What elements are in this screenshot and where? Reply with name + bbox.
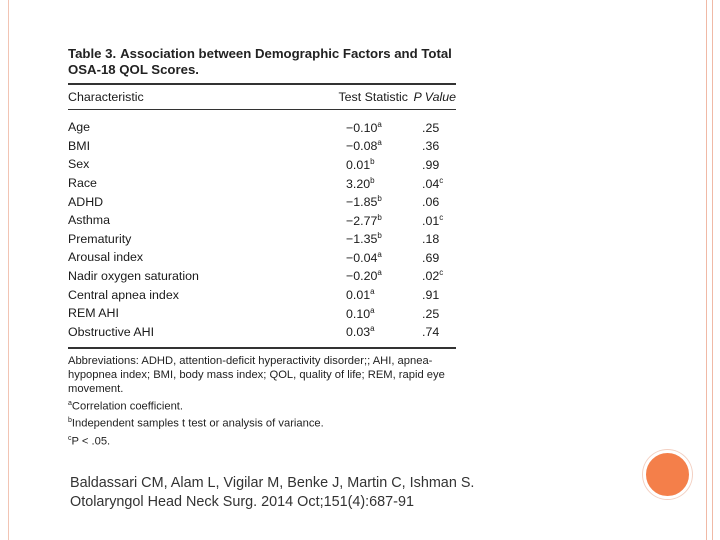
stat-value: 0.03 <box>346 325 371 340</box>
cell-test-statistic <box>258 287 408 302</box>
cell-p-value <box>408 213 456 228</box>
cell-characteristic: Sex <box>68 157 90 172</box>
cell-characteristic: REM AHI <box>68 306 119 321</box>
header-p-value: P Value <box>413 90 456 104</box>
stat-value: −0.04 <box>346 251 378 266</box>
table-label: Table 3. <box>68 46 117 61</box>
table-row <box>68 267 456 286</box>
stat-footnote-mark: a <box>370 305 375 315</box>
table-row <box>68 155 456 174</box>
table-header-rule <box>68 109 456 110</box>
table-row <box>68 304 456 323</box>
citation-line-1: Baldassari CM, Alam L, Vigilar M, Benke J, Martin C, Ishman S. <box>70 475 475 491</box>
stat-footnote-mark: b <box>370 175 375 185</box>
p-value: .06 <box>422 195 440 210</box>
stat-value: −1.85 <box>346 195 378 210</box>
stat-value: −1.35 <box>346 232 378 247</box>
stat-footnote-mark: a <box>377 249 382 259</box>
table-row <box>68 285 456 304</box>
slide-frame-right-line-2 <box>712 0 713 540</box>
footnote-a-text: Correlation coefficient. <box>71 400 184 413</box>
table-body <box>68 118 456 341</box>
table-row <box>68 174 456 193</box>
p-value: .74 <box>422 325 440 340</box>
stat-value: 0.01 <box>346 158 371 173</box>
table-row <box>68 192 456 211</box>
footnote-abbreviations: Abbreviations: ADHD, attention-deficit hyperactivity disorder;; AHI, apnea-hypopnea index; BMI, body mass index; QOL, quality of life; REM, rapid eye movement. <box>68 355 445 395</box>
cell-test-statistic <box>258 268 408 283</box>
cell-p-value <box>408 287 456 302</box>
table-caption: Association between Demographic Factors and Total OSA-18 QOL Scores. <box>68 46 452 77</box>
p-value: .04 <box>422 176 440 191</box>
stat-footnote-mark: b <box>377 194 382 204</box>
cell-characteristic: Central apnea index <box>68 287 179 302</box>
p-value: .91 <box>422 288 440 303</box>
cell-characteristic: ADHD <box>68 194 104 209</box>
table-image <box>68 46 456 449</box>
cell-test-statistic <box>258 194 408 209</box>
cell-p-value <box>408 231 456 246</box>
p-value: .25 <box>422 120 440 135</box>
citation <box>70 474 630 512</box>
cell-test-statistic <box>258 231 408 246</box>
p-footnote-mark: c <box>439 268 444 278</box>
p-value: .99 <box>422 158 440 173</box>
cell-p-value <box>408 157 456 172</box>
table-row <box>68 211 456 230</box>
stat-value: 3.20 <box>346 176 371 191</box>
footnote-b <box>68 414 456 432</box>
slide-frame-left <box>0 0 9 540</box>
cell-characteristic: Race <box>68 176 97 191</box>
cell-test-statistic <box>258 120 408 135</box>
stat-value: −0.10 <box>346 120 378 135</box>
cell-characteristic: Obstructive AHI <box>68 324 155 339</box>
citation-line-2: Otolaryngol Head Neck Surg. 2014 Oct;151(4):687-91 <box>70 494 414 510</box>
table-row <box>68 137 456 156</box>
table-row <box>68 118 456 137</box>
table-title <box>68 46 456 78</box>
cell-p-value <box>408 268 456 283</box>
cell-characteristic: Nadir oxygen saturation <box>68 269 199 284</box>
stat-footnote-mark: a <box>370 324 375 334</box>
p-value: .36 <box>422 139 440 154</box>
header-test-statistic: Test Statistic <box>338 90 408 104</box>
stat-value: 0.10 <box>346 306 371 321</box>
stat-value: −0.20 <box>346 269 378 284</box>
cell-test-statistic <box>258 138 408 153</box>
slide-frame-right-line <box>706 0 707 540</box>
p-value: .02 <box>422 269 440 284</box>
footnote-b-mark: b <box>68 417 72 425</box>
stat-footnote-mark: a <box>370 287 375 297</box>
table-row <box>68 323 456 342</box>
cell-test-statistic <box>258 213 408 228</box>
footnote-a <box>68 397 456 415</box>
cell-p-value <box>408 324 456 339</box>
stat-footnote-mark: b <box>377 231 382 241</box>
cell-characteristic: Arousal index <box>68 250 144 265</box>
footnote-c <box>68 432 456 450</box>
cell-characteristic: Age <box>68 120 91 135</box>
p-value: .01 <box>422 213 440 228</box>
cell-characteristic: BMI <box>68 138 91 153</box>
table-bottom-rule <box>68 347 456 349</box>
cell-p-value <box>408 250 456 265</box>
cell-test-statistic <box>258 306 408 321</box>
stat-footnote-mark: b <box>377 212 382 222</box>
stat-value: −0.08 <box>346 139 378 154</box>
decorative-circle <box>643 450 692 499</box>
footnote-c-text: P < .05. <box>71 435 111 448</box>
p-footnote-mark: c <box>439 175 444 185</box>
footnote-b-text: Independent samples t test or analysis of variance. <box>71 417 324 430</box>
stat-footnote-mark: b <box>370 156 375 166</box>
footnote-c-mark: c <box>68 434 72 442</box>
p-value: .69 <box>422 251 440 266</box>
cell-test-statistic <box>258 157 408 172</box>
cell-characteristic: Asthma <box>68 213 111 228</box>
stat-footnote-mark: a <box>377 268 382 278</box>
cell-p-value <box>408 306 456 321</box>
table-row <box>68 230 456 249</box>
table-footnotes <box>68 355 456 449</box>
stat-footnote-mark: a <box>377 119 382 129</box>
cell-p-value <box>408 138 456 153</box>
stat-value: 0.01 <box>346 288 371 303</box>
footnote-a-mark: a <box>68 399 72 407</box>
cell-p-value <box>408 120 456 135</box>
header-characteristic: Characteristic <box>68 90 144 104</box>
cell-test-statistic <box>258 250 408 265</box>
p-footnote-mark: c <box>439 212 444 222</box>
stat-footnote-mark: a <box>377 138 382 148</box>
cell-test-statistic <box>258 176 408 191</box>
cell-p-value <box>408 194 456 209</box>
p-value: .25 <box>422 306 440 321</box>
table-row <box>68 248 456 267</box>
table-header-row <box>68 85 456 109</box>
cell-test-statistic <box>258 324 408 339</box>
p-value: .18 <box>422 232 440 247</box>
cell-p-value <box>408 176 456 191</box>
cell-characteristic: Prematurity <box>68 231 132 246</box>
stat-value: −2.77 <box>346 213 378 228</box>
